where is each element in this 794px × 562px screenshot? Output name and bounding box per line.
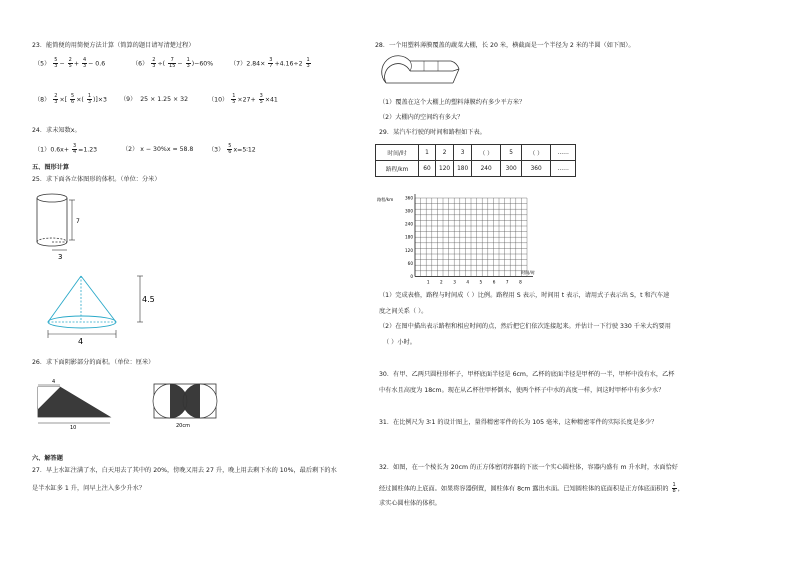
q25-title: 25．求下面各立体图形的体积。（单位：分米） — [32, 176, 161, 183]
q29-sub1-line2: 度之间关系（ ）。 — [379, 308, 428, 315]
time-distance-table — [375, 144, 576, 177]
y-tick-label: 0 — [410, 273, 413, 279]
fraction: $\frac{1}{3}$ — [306, 57, 310, 69]
q28-title: 28．一个用塑料薄膜覆盖的蔬菜大棚，长 20 米，横截面是一个半径为 2 米的半圆（如下图）。 — [375, 42, 635, 49]
x-tick-label: 4 — [466, 279, 470, 285]
cyl-height-label: 7 — [76, 218, 80, 225]
x-axis-label: 时间/时 — [521, 270, 535, 275]
trap-bottom-label: 10 — [70, 425, 77, 431]
q23-item-5: （5） $\frac{5}{3}$ − $\frac{2}{5}$ + $\frac{4}{3}$ − 0.6 — [34, 57, 106, 69]
x-tick-label: 1 — [426, 279, 430, 285]
q23-item-8: （8） $\frac{2}{3}$ ×[ $\frac{5}{6}$ ×( $\frac{1}{3}$ )]×3 — [34, 93, 107, 105]
q24-item-2: （2） x − 30%x = 58.8 — [122, 146, 194, 153]
q30-line2: 中有水且高度为 18cm。现在从乙杯往甲杯倒水，使两个杯子中水的高度一样，问这时甲杯中有多少水？ — [379, 387, 665, 394]
q26-title: 26．求下面阴影部分的面积。（单位：厘米） — [32, 359, 155, 366]
circle-size-label: 20cm — [176, 423, 190, 429]
table-row: 路程/km 60 120 180 240 300 360 …… — [376, 161, 576, 177]
q32-line2: 经过圆柱体的上底面。如果将容器倒置，圆柱体有 8cm 露出水面。已知圆柱体的底面积是正方体底面积的 $\frac{1}{8}$ ， — [379, 482, 684, 494]
fraction: $\frac{5}{6}$ — [71, 93, 75, 105]
x-tick-label: 6 — [492, 279, 496, 285]
q24-item-1: （1）0.6x+ $\frac{3}{4}$ =1.23 — [34, 143, 98, 155]
fraction: $\frac{2}{3}$ — [152, 57, 156, 69]
x-tick-label: 3 — [453, 279, 456, 285]
q27-line2: 是半水缸多 1 升，问早上注入多少升水？ — [32, 485, 146, 492]
cone-height-label: 4.5 — [142, 295, 155, 304]
cylinder-figure — [32, 190, 92, 262]
fraction: $\frac{2}{3}$ — [54, 93, 58, 105]
section-6-heading: 六、解答题 — [32, 455, 63, 462]
fraction: $\frac{1}{5}$ — [232, 93, 236, 105]
trap-top-label: 4 — [52, 379, 56, 385]
circles-figure — [150, 382, 220, 432]
x-tick-label: 2 — [440, 279, 443, 285]
y-axis-label: 路程/km — [377, 197, 394, 202]
x-tick-label: 7 — [505, 279, 509, 285]
q24-item-3: （3） $\frac{5}{6}$ x=5∶12 — [208, 143, 256, 155]
y-tick-label: 120 — [405, 247, 413, 253]
fraction: $\frac{1}{3}$ — [186, 57, 190, 69]
fraction: $\frac{1}{3}$ — [87, 93, 91, 105]
q28-sub2: （2）大棚内的空间约有多大？ — [379, 114, 464, 121]
greenhouse-figure — [383, 57, 463, 89]
y-tick-label: 300 — [405, 208, 413, 214]
fraction: $\frac{5}{3}$ — [54, 57, 58, 69]
fraction: $\frac{3}{4}$ — [72, 143, 77, 155]
fraction: $\frac{1}{8}$ — [672, 482, 676, 494]
q23-title: 23．能简便的用简便方法计算（简算的题目请写清楚过程） — [32, 42, 195, 49]
x-tick-label: 5 — [479, 279, 483, 285]
q27-line1: 27．早上水缸注满了水，白天用去了其中的 20%，傍晚又用去 27 升，晚上用去剩下水的 10%，最后剩下的水 — [32, 467, 337, 474]
q23-item-9: （9） 25 × 1.25 × 32 — [120, 96, 189, 103]
y-tick-label: 180 — [405, 234, 413, 240]
q23-item-6: （6） $\frac{2}{3}$ ÷( $\frac{7}{15}$ − $\frac{1}{3}$ )−60% — [132, 57, 214, 69]
q29-sub2-line1: （2）在图中描出表示路程和相应时间的点，然后把它们依次连接起来。并估计一下行驶 330 千米大约要用 — [379, 323, 671, 330]
distance-time-grid — [375, 192, 545, 292]
q32-line3: 求实心圆柱体的体积。 — [379, 500, 441, 507]
fraction: $\frac{5}{6}$ — [228, 143, 232, 155]
y-tick-label: 240 — [405, 221, 413, 227]
q30-line1: 30．有甲、乙两只圆柱形杯子，甲杯底面半径是 6cm，乙杯的底面半径是甲杯的一半，甲杯中没有水，乙杯 — [379, 371, 675, 378]
cyl-radius-label: 3 — [58, 253, 63, 261]
q31-line1: 31．在比例尺为 3∶1 的设计图上，量得精密零件的长为 105 毫米，这种精密零件的实际长度是多少？ — [379, 419, 658, 426]
cone-diam-label: 4 — [78, 337, 84, 346]
cone-figure — [44, 272, 164, 346]
q29-title: 29．某汽车行驶的时间和路程如下表。 — [379, 129, 486, 136]
q32-line1: 32．如图，在一个棱长为 20cm 的正方体密闭容器的下底一个实心圆柱体，容器内盛有 m 升水时，水面恰好 — [379, 464, 678, 471]
y-tick-label: 360 — [405, 195, 413, 201]
q29-sub1-line1: （1）完成表格，路程与时间成（ ）比例。路程用 S 表示，时间用 t 表示，请用式子表示出 S，t 和汽车速 — [379, 292, 670, 299]
q29-sub2-line2: （ ）小时。 — [383, 339, 416, 346]
x-tick-label: 8 — [519, 279, 522, 285]
fraction: $\frac{3}{7}$ — [269, 57, 273, 69]
q23-item-7: （7）2.84× $\frac{3}{7}$ +4.16÷2 $\frac{1}{3}$ — [230, 57, 310, 69]
fraction: $\frac{2}{5}$ — [68, 57, 72, 69]
q28-sub1: （1）覆盖在这个大棚上的塑料薄膜约有多少平方米？ — [379, 99, 526, 106]
table-row: 时间/时 1 2 3 （ ） 5 （ ） …… — [376, 145, 576, 161]
section-5-heading: 五、图形计算 — [32, 164, 70, 171]
y-tick-label: 60 — [407, 260, 413, 266]
fraction: $\frac{3}{5}$ — [259, 93, 263, 105]
q23-item-10: （10） $\frac{1}{5}$ ×27+ $\frac{3}{5}$ ×41 — [208, 93, 278, 105]
fraction: $\frac{7}{15}$ — [169, 57, 176, 69]
trapezoid-figure — [38, 377, 118, 429]
q24-title: 24．求未知数x。 — [32, 127, 81, 134]
fraction: $\frac{4}{3}$ — [82, 57, 87, 69]
